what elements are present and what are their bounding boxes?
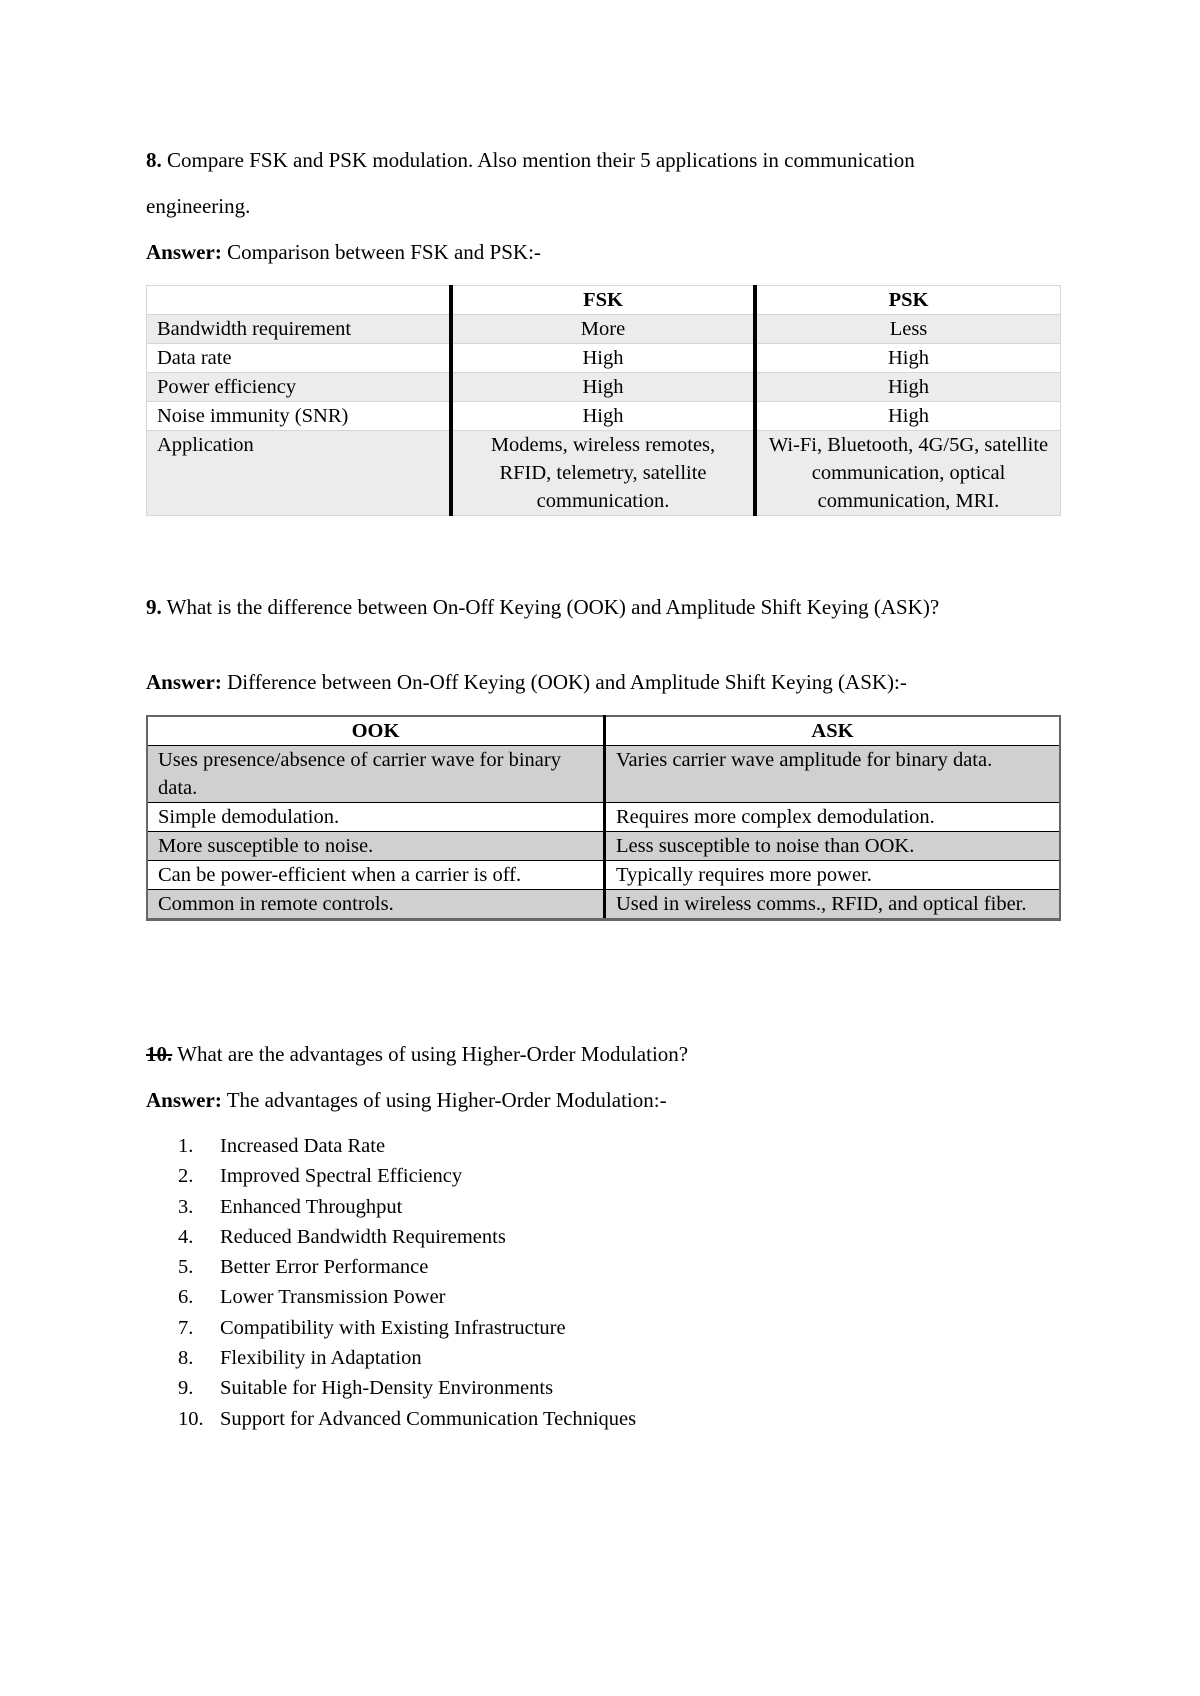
table-header-cell: PSK	[755, 286, 1061, 315]
table-header-cell: FSK	[451, 286, 755, 315]
question-8-line2	[146, 193, 1066, 219]
question-8	[146, 147, 1066, 173]
ook-ask-difference-table	[146, 715, 1061, 921]
question-10-number: 10.	[146, 1042, 173, 1066]
table-cell: Less susceptible to noise than OOK.	[605, 832, 1061, 861]
list-item-text: Flexibility in Adaptation	[220, 1347, 422, 1370]
list-item-number: 1.	[178, 1135, 194, 1157]
table-cell: More susceptible to noise.	[147, 832, 605, 861]
question-10-text: What are the advantages of using Higher-Order Modulation?	[177, 1042, 689, 1066]
table-row	[147, 890, 1060, 920]
table-cell: Simple demodulation.	[147, 803, 605, 832]
table-row	[147, 344, 1061, 373]
list-item-number: 3.	[178, 1195, 194, 1218]
table-cell: Bandwidth requirement	[147, 315, 452, 344]
question-9	[146, 594, 1006, 620]
table-cell: Modems, wireless remotes, RFID, telemetry, satellite communication.	[451, 431, 755, 516]
table-cell: High	[755, 402, 1061, 431]
question-10	[146, 1041, 1066, 1067]
table-row	[147, 746, 1060, 803]
list-item-number: 5.	[178, 1256, 194, 1279]
list-item	[178, 1161, 636, 1191]
question-8-text-line1: Compare FSK and PSK modulation. Also mention their 5 applications in communication	[167, 148, 915, 172]
table-cell: High	[451, 344, 755, 373]
table-cell: Varies carrier wave amplitude for binary data.	[605, 746, 1061, 803]
advantages-list	[178, 1131, 636, 1434]
list-item-number: 10.	[178, 1407, 204, 1430]
table-row	[147, 832, 1060, 861]
answer-9-label: Answer:	[146, 670, 222, 694]
table-cell: Requires more complex demodulation.	[605, 803, 1061, 832]
table-cell: More	[451, 315, 755, 344]
table-cell: Typically requires more power.	[605, 861, 1061, 890]
list-item-text: Improved Spectral Efficiency	[220, 1165, 463, 1188]
answer-9	[146, 669, 1066, 695]
table-cell: Noise immunity (SNR)	[147, 402, 452, 431]
list-item	[178, 1192, 636, 1222]
table-cell: Power efficiency	[147, 373, 452, 402]
table-cell: Data rate	[147, 344, 452, 373]
list-item-text: Suitable for High-Density Environments	[220, 1377, 554, 1400]
list-item-number: 2.	[178, 1165, 194, 1188]
answer-10	[146, 1087, 1066, 1113]
fsk-psk-comparison-table	[146, 285, 1061, 516]
question-8-text-line2: engineering.	[146, 194, 251, 218]
answer-8-text: Comparison between FSK and PSK:-	[227, 240, 541, 264]
list-item	[178, 1404, 636, 1434]
question-9-number: 9.	[146, 595, 162, 619]
question-9-text: What is the difference between On-Off Keying (OOK) and Amplitude Shift Keying (ASK)?	[166, 595, 940, 619]
table-cell: Uses presence/absence of carrier wave for binary data.	[147, 746, 605, 803]
answer-9-text: Difference between On-Off Keying (OOK) and Amplitude Shift Keying (ASK):-	[227, 670, 907, 694]
answer-8	[146, 239, 1066, 265]
list-item-number: 6.	[178, 1286, 194, 1309]
table-row	[147, 431, 1061, 516]
list-item-number: 4.	[178, 1225, 194, 1248]
table-cell: High	[451, 402, 755, 431]
list-item	[178, 1373, 636, 1403]
table-cell: Less	[755, 315, 1061, 344]
table-cell: Used in wireless comms., RFID, and optical fiber.	[605, 890, 1061, 920]
list-item	[178, 1252, 636, 1282]
list-item-text: Compatibility with Existing Infrastructure	[220, 1316, 566, 1339]
list-item-text: Lower Transmission Power	[220, 1286, 446, 1309]
answer-10-label: Answer:	[146, 1088, 222, 1112]
table-row	[147, 315, 1061, 344]
list-item	[178, 1222, 636, 1252]
table-cell: High	[755, 344, 1061, 373]
table-cell: Common in remote controls.	[147, 890, 605, 920]
table-cell: Wi-Fi, Bluetooth, 4G/5G, satellite communication, optical communication, MRI.	[755, 431, 1061, 516]
question-8-number: 8.	[146, 148, 162, 172]
list-item-text: Increased Data Rate	[220, 1135, 386, 1157]
table-cell: High	[755, 373, 1061, 402]
table-header-row	[147, 286, 1061, 315]
list-item	[178, 1343, 636, 1373]
table-row	[147, 803, 1060, 832]
list-item-text: Support for Advanced Communication Techniques	[220, 1407, 637, 1430]
table-header-cell	[147, 286, 452, 315]
list-item	[178, 1313, 636, 1343]
table-cell: Application	[147, 431, 452, 516]
list-item	[178, 1131, 636, 1161]
table-header-cell: OOK	[147, 716, 605, 746]
table-row	[147, 402, 1061, 431]
table-row	[147, 861, 1060, 890]
list-item-text: Reduced Bandwidth Requirements	[220, 1225, 506, 1248]
answer-8-label: Answer:	[146, 240, 222, 264]
list-item-number: 7.	[178, 1316, 194, 1339]
table-cell: High	[451, 373, 755, 402]
table-cell: Can be power-efficient when a carrier is off.	[147, 861, 605, 890]
list-item-text: Better Error Performance	[220, 1256, 429, 1279]
list-item-number: 8.	[178, 1347, 194, 1370]
list-item-text: Enhanced Throughput	[220, 1195, 403, 1218]
list-item	[178, 1282, 636, 1312]
table-row	[147, 373, 1061, 402]
table-header-row	[147, 716, 1060, 746]
answer-10-text: The advantages of using Higher-Order Modulation:-	[226, 1088, 667, 1112]
table-header-cell: ASK	[605, 716, 1061, 746]
list-item-number: 9.	[178, 1377, 194, 1400]
